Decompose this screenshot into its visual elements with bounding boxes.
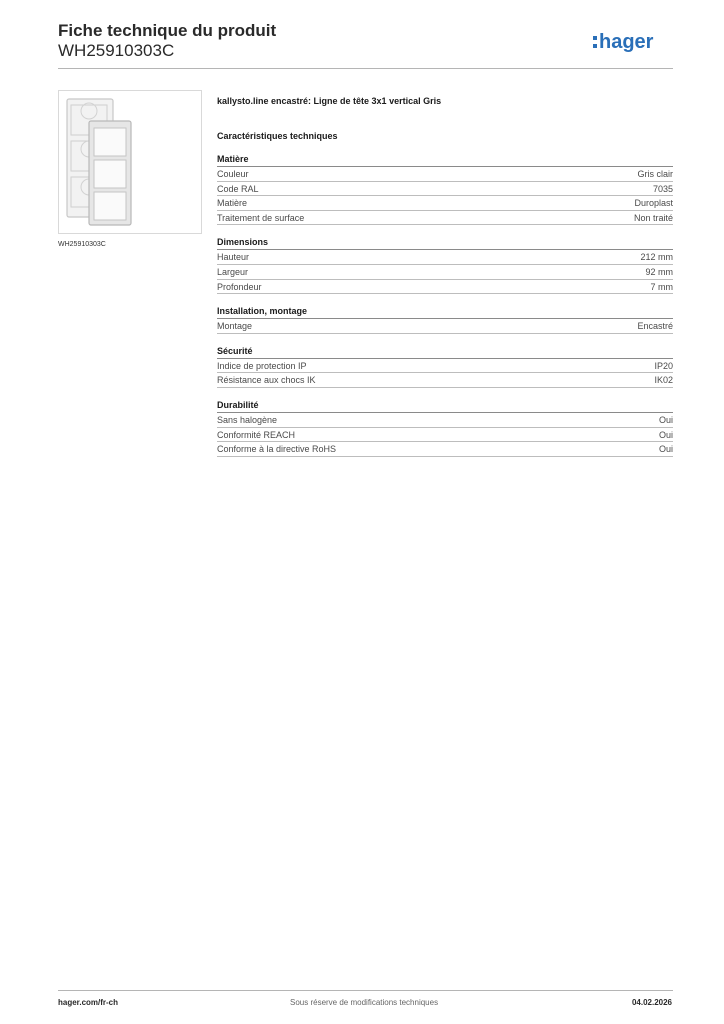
section-securite bbox=[217, 345, 673, 388]
section-durabilite bbox=[217, 399, 673, 457]
spec-row bbox=[217, 167, 673, 182]
product-image bbox=[58, 90, 202, 234]
spec-value: 92 mm bbox=[645, 266, 673, 277]
spec-value: Oui bbox=[658, 429, 673, 440]
product-reference: WH25910303C bbox=[58, 41, 175, 60]
specs-heading: Caractéristiques techniques bbox=[217, 131, 338, 141]
specs-sections bbox=[217, 153, 673, 468]
spec-label: Traitement de surface bbox=[217, 212, 305, 223]
spec-label: Hauteur bbox=[217, 252, 250, 263]
image-caption: WH25910303C bbox=[58, 241, 106, 248]
spec-row bbox=[217, 442, 673, 457]
footer-website: hager.com/fr-ch bbox=[58, 998, 119, 1007]
header-divider bbox=[58, 68, 673, 69]
spec-row bbox=[217, 250, 673, 265]
spec-value: 7035 bbox=[652, 183, 673, 194]
spec-value: 7 mm bbox=[650, 281, 673, 292]
spec-value: Oui bbox=[658, 444, 673, 455]
section-installation bbox=[217, 305, 673, 334]
section-dimensions bbox=[217, 236, 673, 294]
spec-value: Gris clair bbox=[637, 169, 673, 179]
logo-wordmark: hager bbox=[599, 31, 654, 53]
footer-notice: Sous réserve de modifications techniques bbox=[290, 998, 439, 1007]
spec-value: IK02 bbox=[654, 375, 673, 386]
spec-label: Couleur bbox=[217, 169, 249, 179]
spec-label: Indice de protection IP bbox=[217, 360, 307, 371]
spec-value: Oui bbox=[658, 414, 673, 425]
footer-date: 04.02.2026 bbox=[631, 998, 672, 1007]
spec-row bbox=[217, 319, 673, 334]
logo-dot-bottom bbox=[593, 44, 597, 48]
spec-row bbox=[217, 196, 673, 211]
spec-label: Conforme à la directive RoHS bbox=[217, 444, 337, 455]
section-matiere bbox=[217, 153, 673, 225]
section-title: Durabilité bbox=[217, 399, 673, 413]
spec-value: Non traité bbox=[633, 212, 673, 223]
product-frame-illustration bbox=[59, 91, 201, 233]
spec-row bbox=[217, 413, 673, 428]
spec-row bbox=[217, 428, 673, 443]
spec-value: Duroplast bbox=[634, 198, 673, 209]
spec-value: 212 mm bbox=[640, 252, 673, 263]
footer-divider bbox=[58, 990, 673, 991]
spec-label: Profondeur bbox=[217, 281, 262, 292]
spec-label: Conformité REACH bbox=[217, 429, 296, 440]
spec-row bbox=[217, 182, 673, 197]
spec-label: Résistance aux chocs IK bbox=[217, 375, 316, 386]
section-title: Dimensions bbox=[217, 236, 673, 250]
hager-logo bbox=[593, 27, 675, 57]
spec-label: Largeur bbox=[217, 266, 249, 277]
spec-value: Encastré bbox=[637, 321, 673, 332]
spec-label: Matière bbox=[217, 198, 248, 209]
page-title: Fiche technique du produit bbox=[58, 21, 277, 40]
product-name: kallysto.line encastré: Ligne de tête 3x1 vertical Gris bbox=[217, 96, 442, 106]
spec-row bbox=[217, 280, 673, 295]
section-title: Installation, montage bbox=[217, 305, 673, 319]
section-title: Sécurité bbox=[217, 345, 673, 359]
spec-row bbox=[217, 359, 673, 374]
spec-row bbox=[217, 373, 673, 388]
spec-row bbox=[217, 265, 673, 280]
spec-label: Sans halogène bbox=[217, 414, 278, 425]
spec-row bbox=[217, 211, 673, 226]
section-title: Matière bbox=[217, 153, 673, 167]
spec-value: IP20 bbox=[654, 360, 673, 371]
logo-dot-top bbox=[593, 36, 597, 40]
spec-label: Code RAL bbox=[217, 183, 259, 194]
spec-label: Montage bbox=[217, 321, 253, 332]
